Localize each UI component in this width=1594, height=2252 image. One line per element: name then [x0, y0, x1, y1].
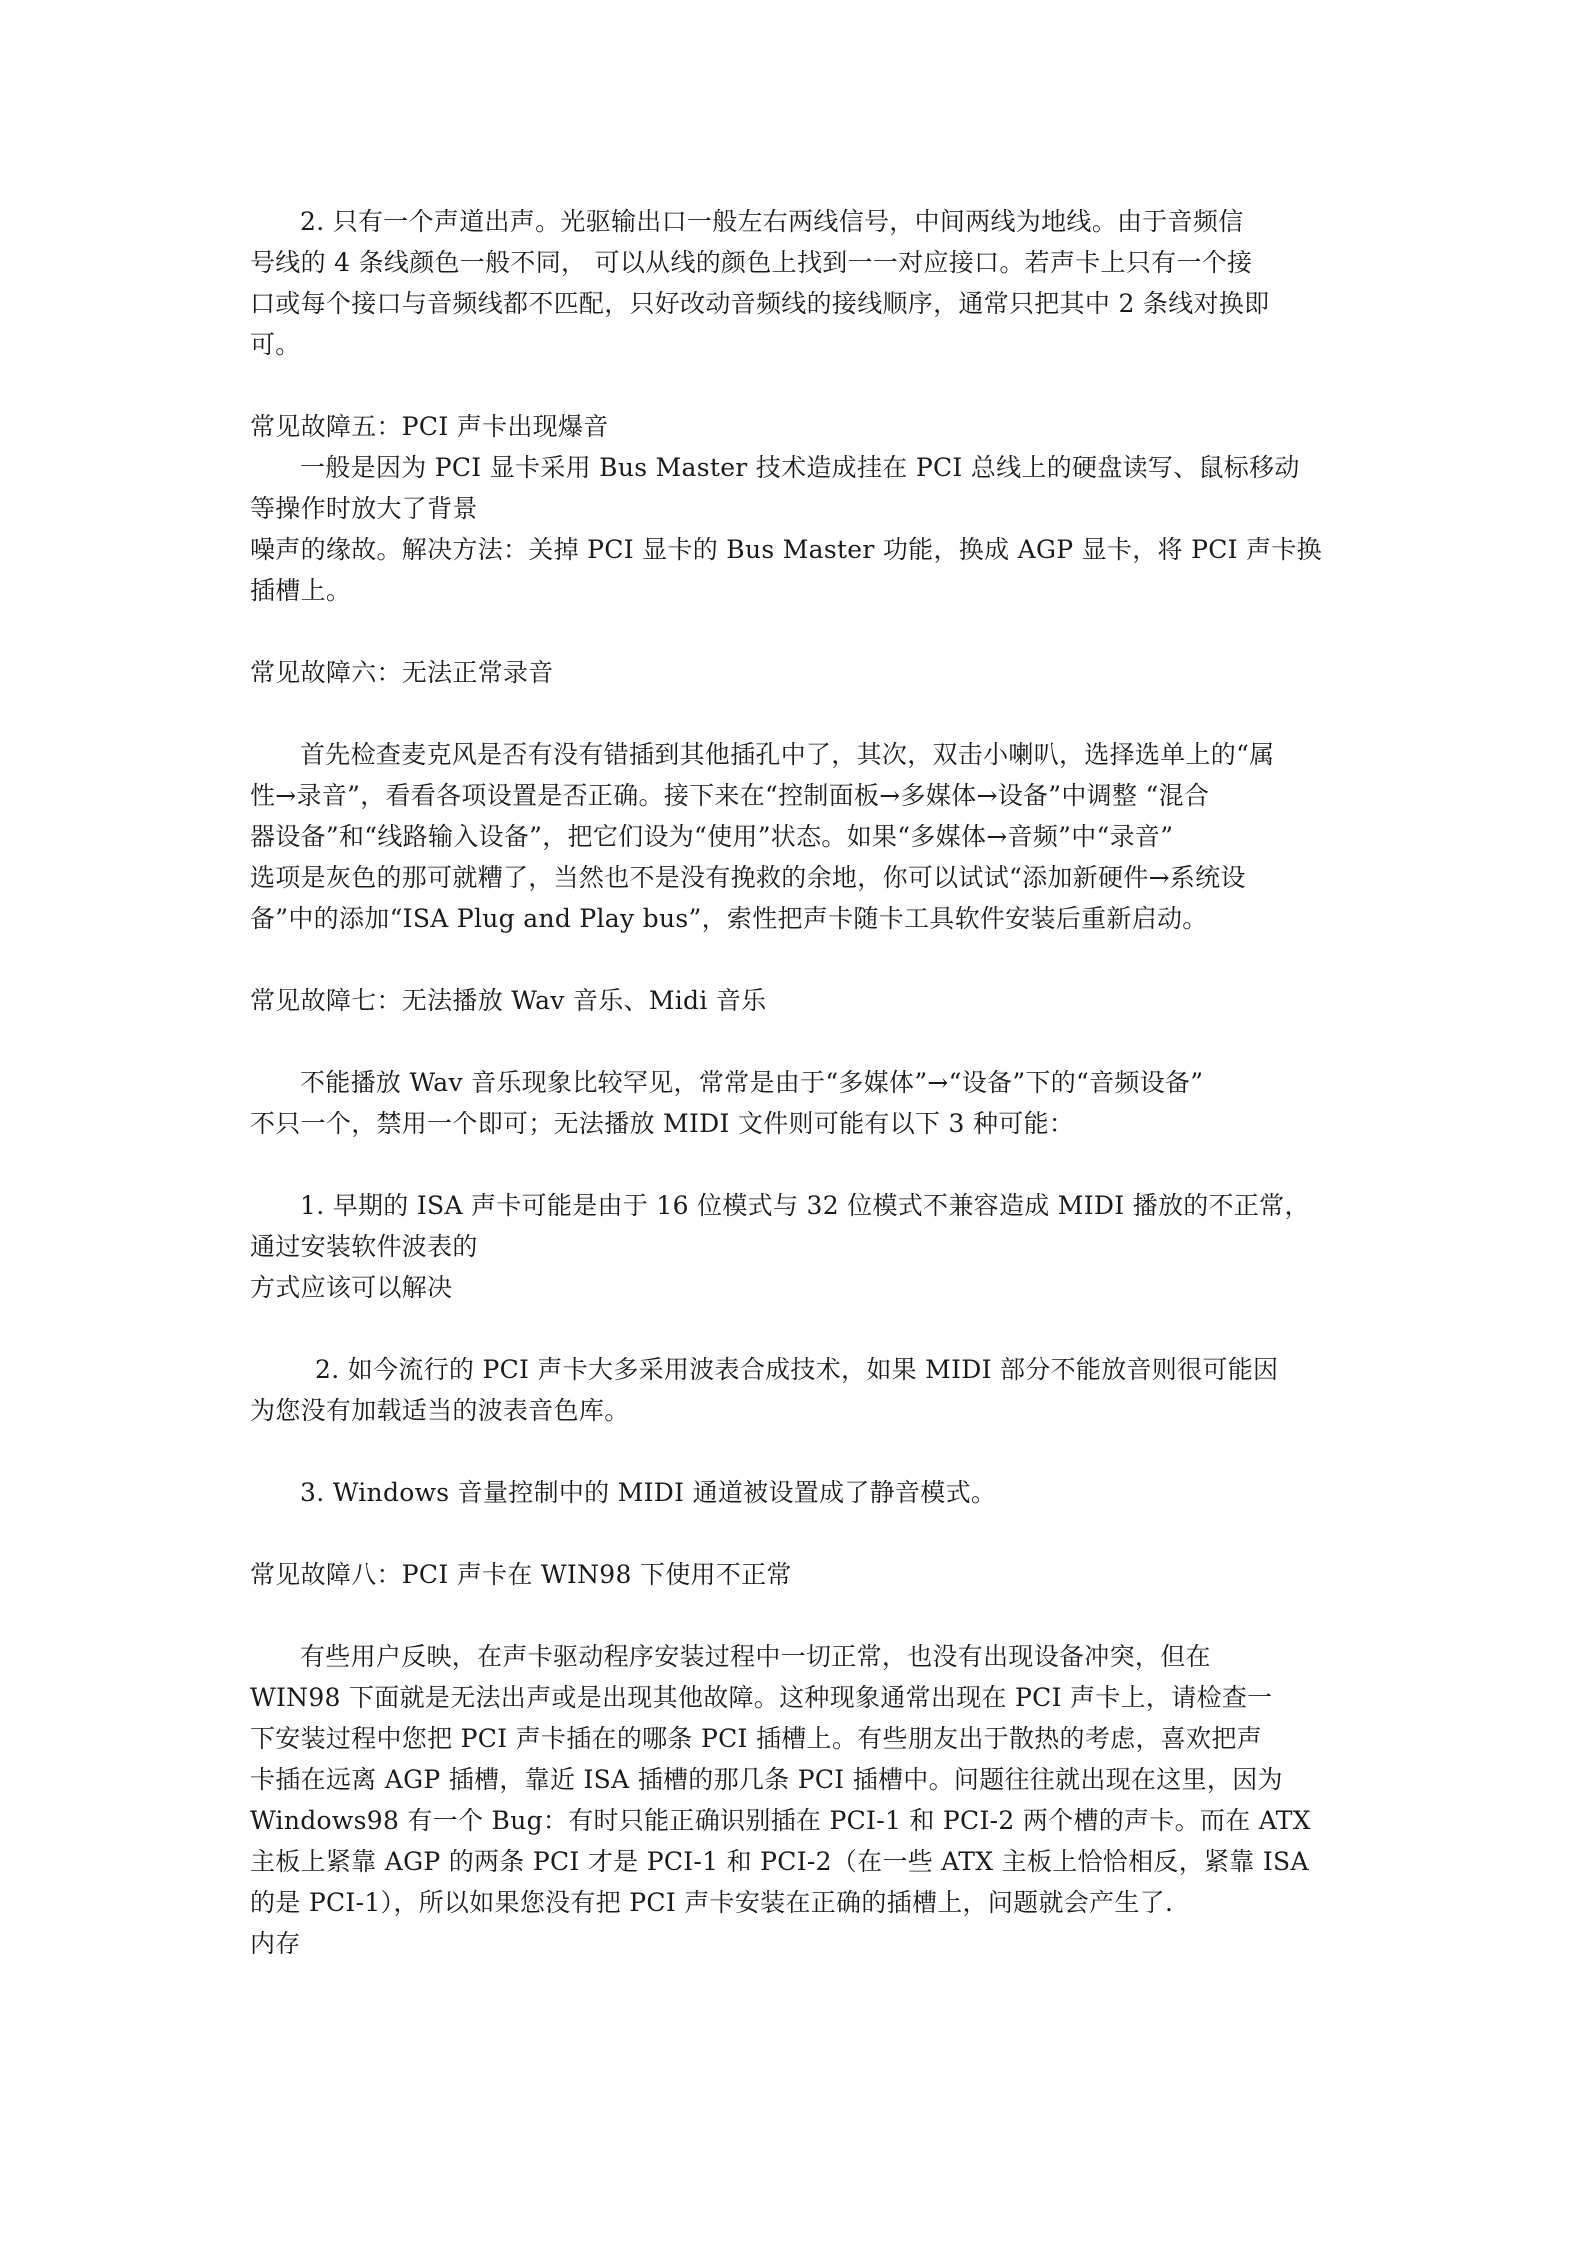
paragraph-line: 口或每个接口与音频线都不匹配，只好改动音频线的接线顺序，通常只把其中 2 条线对换即: [250, 289, 1270, 318]
paragraph-line: 不能播放 Wav 音乐现象比较罕见，常常是由于“多媒体”→“设备”下的“音频设备”: [300, 1068, 1204, 1097]
paragraph-line: Windows98 有一个 Bug：有时只能正确识别插在 PCI-1 和 PCI-2 两个槽的声卡。而在 ATX: [250, 1806, 1311, 1835]
paragraph-line: WIN98 下面就是无法出声或是出现其他故障。这种现象通常出现在 PCI 声卡上，请检查一: [250, 1683, 1273, 1712]
paragraph-line: 器设备”和“线路输入设备”，把它们设为“使用”状态。如果“多媒体→音频”中“录音”: [250, 822, 1174, 851]
list-item-line: 1. 早期的 ISA 声卡可能是由于 16 位模式与 32 位模式不兼容造成 MIDI 播放的不正常，: [300, 1191, 1310, 1220]
list-item-line: 方式应该可以解决: [250, 1273, 453, 1302]
section-heading: 常见故障六：无法正常录音: [250, 658, 554, 687]
section-heading: 常见故障七：无法播放 Wav 音乐、Midi 音乐: [250, 986, 767, 1015]
paragraph-line: 首先检查麦克风是否有没有错插到其他插孔中了，其次，双击小喇叭，选择选单上的“属: [300, 740, 1275, 769]
paragraph-line: 选项是灰色的那可就糟了，当然也不是没有挽救的余地，你可以试试“添加新硬件→系统设: [250, 863, 1246, 892]
section-heading: 常见故障五：PCI 声卡出现爆音: [250, 412, 609, 441]
list-item-line: 通过安装软件波表的: [250, 1232, 478, 1261]
paragraph-line: 噪声的缘故。解决方法：关掉 PCI 显卡的 Bus Master 功能，换成 AGP 显卡，将 PCI 声卡换: [250, 535, 1322, 564]
paragraph-line: 性→录音”，看看各项设置是否正确。接下来在“控制面板→多媒体→设备”中调整 “混合: [250, 781, 1210, 810]
list-item-line: 为您没有加载适当的波表音色库。: [250, 1396, 630, 1425]
paragraph-line: 可。: [250, 330, 301, 359]
list-item-line: 3. Windows 音量控制中的 MIDI 通道被设置成了静音模式。: [300, 1478, 997, 1507]
section-heading: 常见故障八：PCI 声卡在 WIN98 下使用不正常: [250, 1560, 792, 1589]
paragraph-line: 号线的 4 条线颜色一般不同， 可以从线的颜色上找到一一对应接口。若声卡上只有一个接: [250, 248, 1253, 277]
paragraph-line: 下安装过程中您把 PCI 声卡插在的哪条 PCI 插槽上。有些朋友出于散热的考虑，喜欢把声: [250, 1724, 1262, 1753]
paragraph-line: 的是 PCI-1），所以如果您没有把 PCI 声卡安装在正确的插槽上，问题就会产生了.: [250, 1888, 1174, 1917]
paragraph-line: 主板上紧靠 AGP 的两条 PCI 才是 PCI-1 和 PCI-2（在一些 ATX 主板上恰恰相反，紧靠 ISA: [250, 1847, 1309, 1876]
paragraph-line: 卡插在远离 AGP 插槽，靠近 ISA 插槽的那几条 PCI 插槽中。问题往往就出现在这里，因为: [250, 1765, 1283, 1794]
paragraph-line: 一般是因为 PCI 显卡采用 Bus Master 技术造成挂在 PCI 总线上的硬盘读写、鼠标移动: [300, 453, 1300, 482]
paragraph-line: 备”中的添加“ISA Plug and Play bus”，索性把声卡随卡工具软件安装后重新启动。: [250, 904, 1208, 933]
paragraph-line: 等操作时放大了背景: [250, 494, 478, 523]
paragraph-line: 2. 只有一个声道出声。光驱输出口一般左右两线信号，中间两线为地线。由于音频信: [300, 207, 1244, 236]
list-item-line: 2. 如今流行的 PCI 声卡大多采用波表合成技术，如果 MIDI 部分不能放音则很可能因: [315, 1355, 1279, 1384]
paragraph-line: 有些用户反映，在声卡驱动程序安装过程中一切正常，也没有出现设备冲突，但在: [300, 1642, 1211, 1671]
paragraph-line: 插槽上。: [250, 576, 352, 605]
section-heading: 内存: [250, 1929, 301, 1958]
paragraph-line: 不只一个，禁用一个即可；无法播放 MIDI 文件则可能有以下 3 种可能：: [250, 1109, 1075, 1138]
